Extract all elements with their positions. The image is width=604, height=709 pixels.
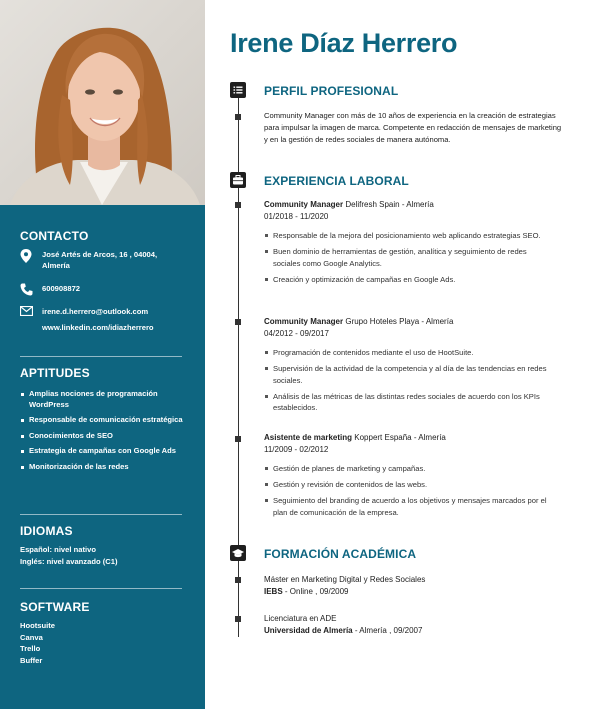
software-section bbox=[20, 600, 182, 614]
candidate-name: Irene Díaz Herrero bbox=[230, 28, 458, 58]
divider bbox=[20, 356, 182, 357]
contact-title: CONTACTO bbox=[20, 229, 89, 243]
address-text: José Artés de Arcos, 16 , 04004, Almería bbox=[42, 250, 158, 270]
job-bullet: Gestión de planes de marketing y campañas. bbox=[264, 463, 554, 475]
education-school bbox=[264, 625, 584, 637]
software-item: Trello bbox=[20, 644, 41, 653]
job-dates: 04/2012 - 09/2017 bbox=[264, 329, 329, 338]
job-title bbox=[264, 316, 584, 328]
languages-list bbox=[20, 544, 185, 567]
skill-item: Amplias nociones de programación WordPress bbox=[20, 389, 185, 410]
software-item: Buffer bbox=[20, 655, 43, 665]
profile-section-icon bbox=[230, 82, 246, 98]
school-name: IEBS bbox=[264, 587, 283, 596]
job-bullet: Seguimiento del branding de acuerdo a los objetivos y mensajes marcados por el plan de comunicación de la empresa. bbox=[264, 495, 554, 518]
job-title bbox=[264, 199, 584, 211]
skills-title: APTITUDES bbox=[20, 366, 90, 380]
education-section-icon bbox=[230, 545, 246, 561]
skill-item: Estrategia de campañas con Google Ads bbox=[20, 446, 185, 457]
divider bbox=[20, 514, 182, 515]
education-school bbox=[264, 586, 584, 598]
skills-section bbox=[20, 366, 182, 380]
skill-item: Monitorización de las redes bbox=[20, 462, 185, 473]
education-degree: Licenciatura en ADE bbox=[264, 614, 337, 623]
job-role: Community Manager bbox=[264, 200, 344, 209]
phone-icon bbox=[20, 283, 34, 295]
portrait-photo-icon bbox=[0, 0, 205, 205]
software-list bbox=[20, 620, 185, 666]
education-title: FORMACIÓN ACADÉMICA bbox=[264, 547, 417, 561]
school-detail: - Almería , 09/2007 bbox=[352, 626, 423, 635]
software-title: SOFTWARE bbox=[20, 600, 90, 614]
software-item: Canva bbox=[20, 632, 43, 642]
location-pin-icon bbox=[20, 249, 34, 261]
timeline-marker bbox=[235, 319, 241, 325]
job-bullet: Buen dominio de herramientas de gestión, analítica y seguimiento de redes sociales como Google Analytics. bbox=[264, 246, 554, 269]
graduation-cap-icon bbox=[230, 545, 246, 561]
job-company: Grupo Hoteles Playa - Almería bbox=[343, 317, 454, 326]
email-text[interactable]: irene.d.herrero@outlook.com bbox=[42, 307, 149, 316]
profile-photo bbox=[0, 0, 205, 205]
job-company: Delifresh Spain - Almería bbox=[343, 200, 434, 209]
sidebar bbox=[0, 0, 205, 709]
school-detail: - Online , 09/2009 bbox=[282, 587, 349, 596]
job-role: Asistente de marketing bbox=[264, 433, 353, 442]
job-bullet: Creación y optimización de campañas en Google Ads. bbox=[264, 274, 554, 286]
job-bullet: Programación de contenidos mediante el uso de HootSuite. bbox=[264, 347, 554, 359]
summary-text: Community Manager con más de 10 años de experiencia en la creación de estrategias para impulsar la imagen de marca. Competente en redacción de mensajes de marketing y en la gestión de redes sociales de manera autónoma. bbox=[264, 111, 562, 144]
divider bbox=[20, 588, 182, 589]
job-bullet: Supervisión de la actividad de la competencia y al día de las tendencias en redes sociales. bbox=[264, 363, 554, 386]
linkedin-link[interactable]: www.linkedin.com/idiazherrero bbox=[42, 323, 154, 332]
briefcase-icon bbox=[230, 172, 246, 188]
timeline-marker bbox=[235, 202, 241, 208]
software-item: Hootsuite bbox=[20, 621, 56, 630]
phone-text[interactable]: 600908872 bbox=[42, 284, 81, 293]
job-company: Koppert España - Almería bbox=[352, 433, 446, 442]
experience-title: EXPERIENCIA LABORAL bbox=[264, 174, 409, 188]
job-bullets bbox=[264, 463, 554, 523]
job-bullets bbox=[264, 230, 554, 290]
timeline-marker bbox=[235, 114, 241, 120]
contact-section bbox=[20, 229, 182, 243]
skills-list bbox=[20, 389, 185, 477]
skill-item: Conocimientos de SEO bbox=[20, 431, 185, 442]
education-degree: Máster en Marketing Digital y Redes Sociales bbox=[264, 575, 426, 584]
job-dates: 01/2018 - 11/2020 bbox=[264, 212, 329, 221]
email-icon bbox=[20, 306, 34, 318]
job-dates: 11/2009 - 02/2012 bbox=[264, 445, 329, 454]
language-item: Inglés: nivel avanzado (C1) bbox=[20, 556, 118, 566]
skill-item: Responsable de comunicación estratégica bbox=[20, 415, 185, 426]
job-role: Community Manager bbox=[264, 317, 344, 326]
job-bullets bbox=[264, 347, 554, 418]
job-title bbox=[264, 432, 584, 444]
timeline-marker bbox=[235, 436, 241, 442]
summary-title: PERFIL PROFESIONAL bbox=[264, 84, 399, 98]
languages-title: IDIOMAS bbox=[20, 524, 73, 538]
job-bullet: Responsable de la mejora del posicionamiento web aplicando estrategias SEO. bbox=[264, 230, 554, 242]
experience-section-icon bbox=[230, 172, 246, 188]
list-icon bbox=[230, 82, 246, 98]
job-bullet: Análisis de las métricas de las distintas redes sociales de acuerdo con los KPIs establecidos. bbox=[264, 391, 554, 414]
language-item: Español: nivel nativo bbox=[20, 545, 96, 554]
school-name: Universidad de Almería bbox=[264, 626, 353, 635]
timeline-marker bbox=[235, 577, 241, 583]
timeline-marker bbox=[235, 616, 241, 622]
languages-section bbox=[20, 524, 182, 538]
job-bullet: Gestión y revisión de contenidos de las webs. bbox=[264, 479, 554, 491]
